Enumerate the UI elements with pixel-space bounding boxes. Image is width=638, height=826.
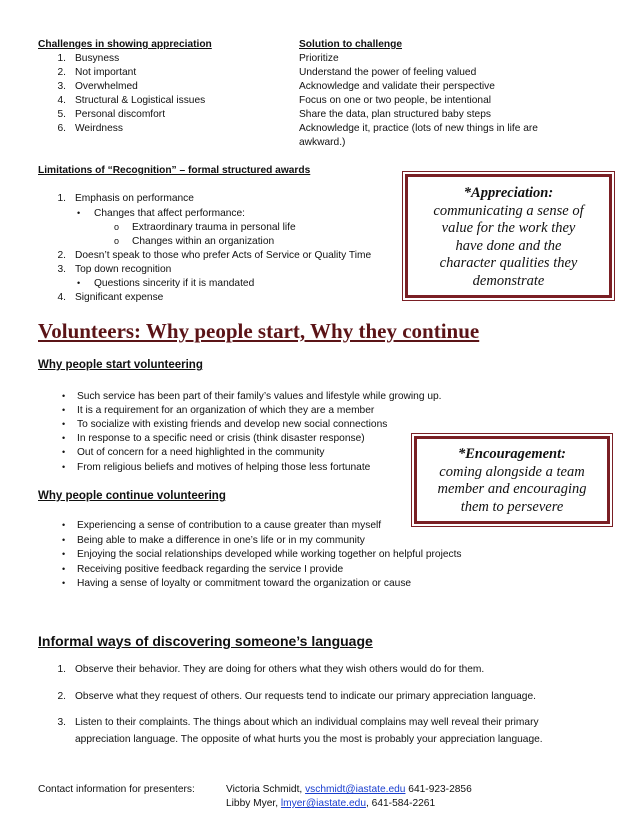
bullet-icon: • [62, 433, 66, 443]
challenge-text: Overwhelmed [75, 81, 138, 92]
limitation-item: Top down recognition [75, 264, 172, 275]
bullet-icon: • [62, 447, 66, 457]
row-number: 2. [57, 67, 66, 78]
bullet-icon: • [62, 564, 66, 574]
item-number: 3. [57, 717, 66, 728]
list-item: From religious beliefs and motives of helping those less fortunate [77, 462, 371, 473]
list-item: Having a sense of loyalty or commitment toward the organization or cause [77, 578, 412, 589]
informal-item: Observe what they request of others. Our requests tend to indicate our primary appreciation language. [75, 691, 536, 702]
list-item: Enjoying the social relationships developed while working together on helpful projects [77, 549, 462, 560]
row-number: 5. [57, 109, 66, 120]
start-volunteering-heading: Why people start volunteering [38, 359, 203, 371]
limitation-subsubitem: Extraordinary trauma in personal life [132, 222, 296, 233]
informal-item-cont: appreciation language. The opposite of what hurts you the most is probably your appreciation language. [75, 734, 543, 745]
bullet-icon: • [62, 520, 66, 530]
item-number: 3. [57, 264, 66, 275]
limitation-subsubitem: Changes within an organization [132, 236, 275, 247]
challenge-text: Busyness [75, 53, 120, 64]
list-item: Experiencing a sense of contribution to a cause greater than myself [77, 520, 382, 531]
limitation-item: Significant expense [75, 292, 164, 303]
continue-volunteering-heading: Why people continue volunteering [38, 490, 226, 502]
encouragement-line: coming alongside a team [439, 463, 585, 480]
list-item: In response to a specific need or crisis (think disaster response) [77, 433, 365, 444]
limitation-subitem: Changes that affect performance: [94, 208, 246, 219]
email-link[interactable]: vschmidt@iastate.edu [305, 784, 406, 795]
bullet-icon: • [77, 278, 81, 288]
circle-bullet-icon: o [114, 236, 120, 246]
challenges-header: Challenges in showing appreciation [38, 39, 212, 50]
solution-text: Understand the power of feeling valued [299, 67, 477, 78]
appreciation-line: demonstrate [472, 272, 545, 289]
challenge-text: Structural & Logistical issues [75, 95, 206, 106]
bullet-icon: • [62, 549, 66, 559]
limitations-heading: Limitations of “Recognition” – formal structured awards [38, 165, 311, 176]
appreciation-line: character qualities they [439, 255, 578, 271]
list-item: Being able to make a difference in one’s life or in my community [77, 535, 365, 546]
bullet-icon: • [62, 535, 66, 545]
item-number: 1. [57, 664, 66, 675]
list-item: It is a requirement for an organization of which they are a member [77, 405, 375, 416]
appreciation-title: *Appreciation: [463, 185, 554, 201]
solution-text: Prioritize [299, 53, 339, 64]
row-number: 1. [57, 53, 66, 64]
list-item: Out of concern for a need highlighted in the community [77, 447, 325, 458]
challenge-text: Not important [75, 67, 137, 78]
volunteers-title: Volunteers: Why people start, Why they continue [38, 319, 480, 343]
informal-heading: Informal ways of discovering someone’s language [38, 633, 373, 649]
solution-text: Share the data, plan structured baby steps [299, 109, 491, 120]
list-item: Such service has been part of their family’s values and lifestyle while growing up. [77, 391, 442, 402]
contact-phone: 641-923-2856 [405, 784, 472, 795]
challenge-text: Weirdness [75, 123, 123, 134]
item-number: 1. [57, 193, 66, 204]
solution-text: Focus on one or two people, be intentional [299, 95, 491, 106]
contact-person-1 [226, 783, 472, 796]
solutions-header: Solution to challenge [299, 39, 403, 50]
row-number: 6. [57, 123, 66, 134]
item-number: 2. [57, 250, 66, 261]
informal-item: Observe their behavior. They are doing for others what they wish others would do for them. [75, 664, 485, 675]
bullet-icon: • [77, 208, 81, 218]
row-number: 3. [57, 81, 66, 92]
email-link[interactable]: lmyer@iastate.edu [280, 798, 367, 809]
bullet-icon: • [62, 419, 66, 429]
item-number: 2. [57, 691, 66, 702]
limitation-item: Emphasis on performance [75, 193, 194, 204]
bullet-icon: • [62, 391, 66, 401]
challenge-text: Personal discomfort [75, 109, 166, 120]
solution-text: Acknowledge and validate their perspective [299, 81, 495, 92]
appreciation-line: communicating a sense of [433, 202, 584, 219]
solution-text: Acknowledge it, practice (lots of new things in life are [299, 123, 538, 134]
list-item: Receiving positive feedback regarding the service I provide [77, 564, 344, 575]
contact-person-2 [226, 797, 435, 810]
appreciation-callout [405, 174, 612, 298]
encouragement-line: them to persevere [460, 498, 564, 515]
encouragement-title: *Encouragement: [458, 446, 566, 462]
contact-phone: , 641-584-2261 [366, 798, 436, 809]
bullet-icon: • [62, 405, 66, 415]
circle-bullet-icon: o [114, 222, 120, 232]
appreciation-line: value for the work they [441, 220, 576, 236]
appreciation-line: have done and the [455, 237, 562, 254]
encouragement-line: member and encouraging [437, 481, 587, 497]
contact-name: Victoria Schmidt, [226, 784, 306, 795]
contact-name: Libby Myer, [226, 798, 281, 809]
limitation-item: Doesn’t speak to those who prefer Acts of Service or Quality Time [75, 250, 372, 261]
limitation-subitem: Questions sincerity if it is mandated [94, 278, 255, 289]
list-item: To socialize with existing friends and develop new social connections [77, 419, 388, 430]
contact-label: Contact information for presenters: [38, 784, 195, 795]
item-number: 4. [57, 292, 66, 303]
encouragement-callout [414, 436, 610, 524]
bullet-icon: • [62, 462, 66, 472]
row-number: 4. [57, 95, 66, 106]
bullet-icon: • [62, 578, 66, 588]
solution-text-cont: awkward.) [299, 137, 346, 148]
informal-item: Listen to their complaints. The things about which an individual complains may well reveal their primary [75, 717, 539, 728]
